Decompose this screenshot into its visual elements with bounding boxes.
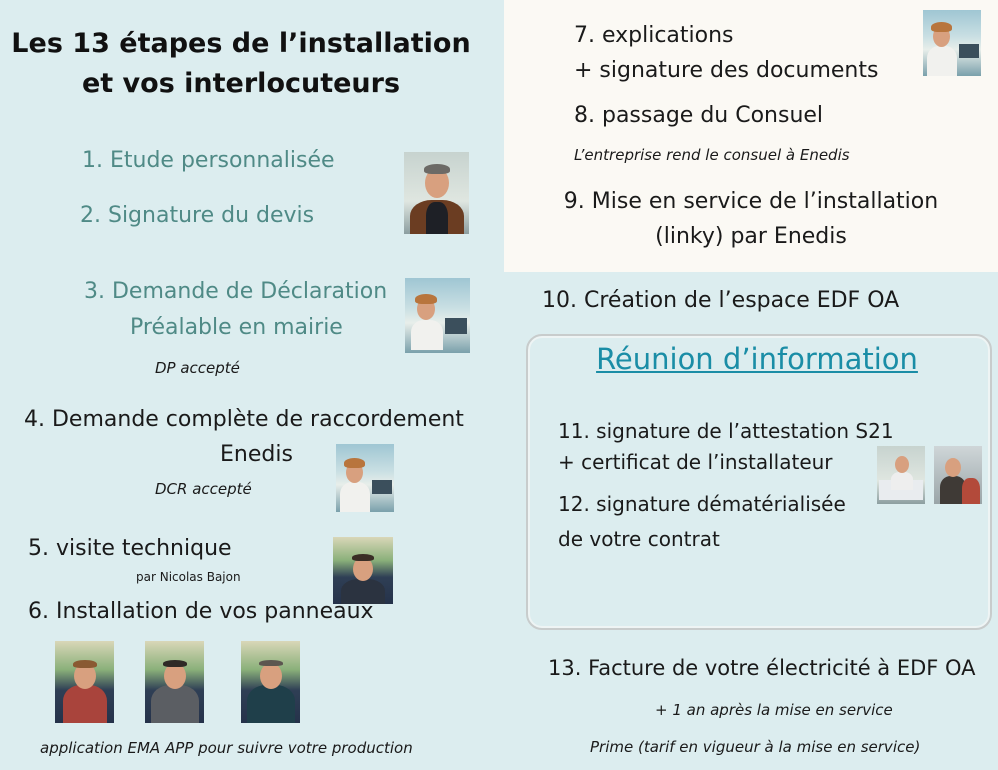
step-11-line-2: + certificat de l’installateur [558,450,833,474]
step-6-note: application EMA APP pour suivre votre production [40,739,413,757]
step-12-line-2: de votre contrat [558,527,720,551]
meeting-photo-2 [934,446,982,504]
page-title [0,24,482,104]
step-8: 8. passage du Consuel [574,103,824,128]
step-3-line-2: Préalable en mairie [130,315,343,340]
step-11-line-1: 11. signature de l’attestation S21 [558,419,894,443]
step-9-line-1: 9. Mise en service de l’installation [563,189,939,214]
step-4-line-1: 4. Demande complète de raccordement [24,407,464,432]
secretary-photo-2 [336,444,394,512]
step-8-note: L’entreprise rend le consuel à Enedis [574,146,850,164]
step-4-line-2: Enedis [220,442,293,467]
step-2: 2. Signature du devis [80,203,315,228]
installer-photo-1 [55,641,114,723]
step-3-line-1: 3. Demande de Déclaration [84,279,388,304]
info-meeting-title: Réunion d’information [596,342,918,376]
step-9-line-2: (linky) par Enedis [655,224,847,249]
secretary-photo-3 [923,10,981,76]
step-12-line-1: 12. signature dématérialisée [558,492,846,516]
step-4-note: DCR accepté [155,480,252,498]
step-6: 6. Installation de vos panneaux [28,599,374,624]
meeting-photo-1 [877,446,925,504]
installer-photo-3 [241,641,300,723]
step-7-line-2: + signature des documents [574,58,879,83]
installer-photo-2 [145,641,204,723]
step-1: 1. Etude personnalisée [82,148,335,173]
step-3-note: DP accepté [155,359,240,377]
title-line-2: et vos interlocuteurs [81,68,401,99]
step-13-note-1: + 1 an après la mise en service [655,701,893,719]
advisor-photo [404,152,469,234]
step-5: 5. visite technique [28,536,232,561]
step-13-note-2: Prime (tarif en vigueur à la mise en service) [590,738,921,756]
title-line-1: Les 13 étapes de l’installation [11,28,471,59]
step-10: 10. Création de l’espace EDF OA [542,288,900,313]
step-7-line-1: 7. explications [574,23,734,48]
step-5-note: par Nicolas Bajon [136,570,241,584]
step-13: 13. Facture de votre électricité à EDF OA [548,656,976,680]
secretary-photo-1 [405,278,470,353]
technician-photo [333,537,393,604]
